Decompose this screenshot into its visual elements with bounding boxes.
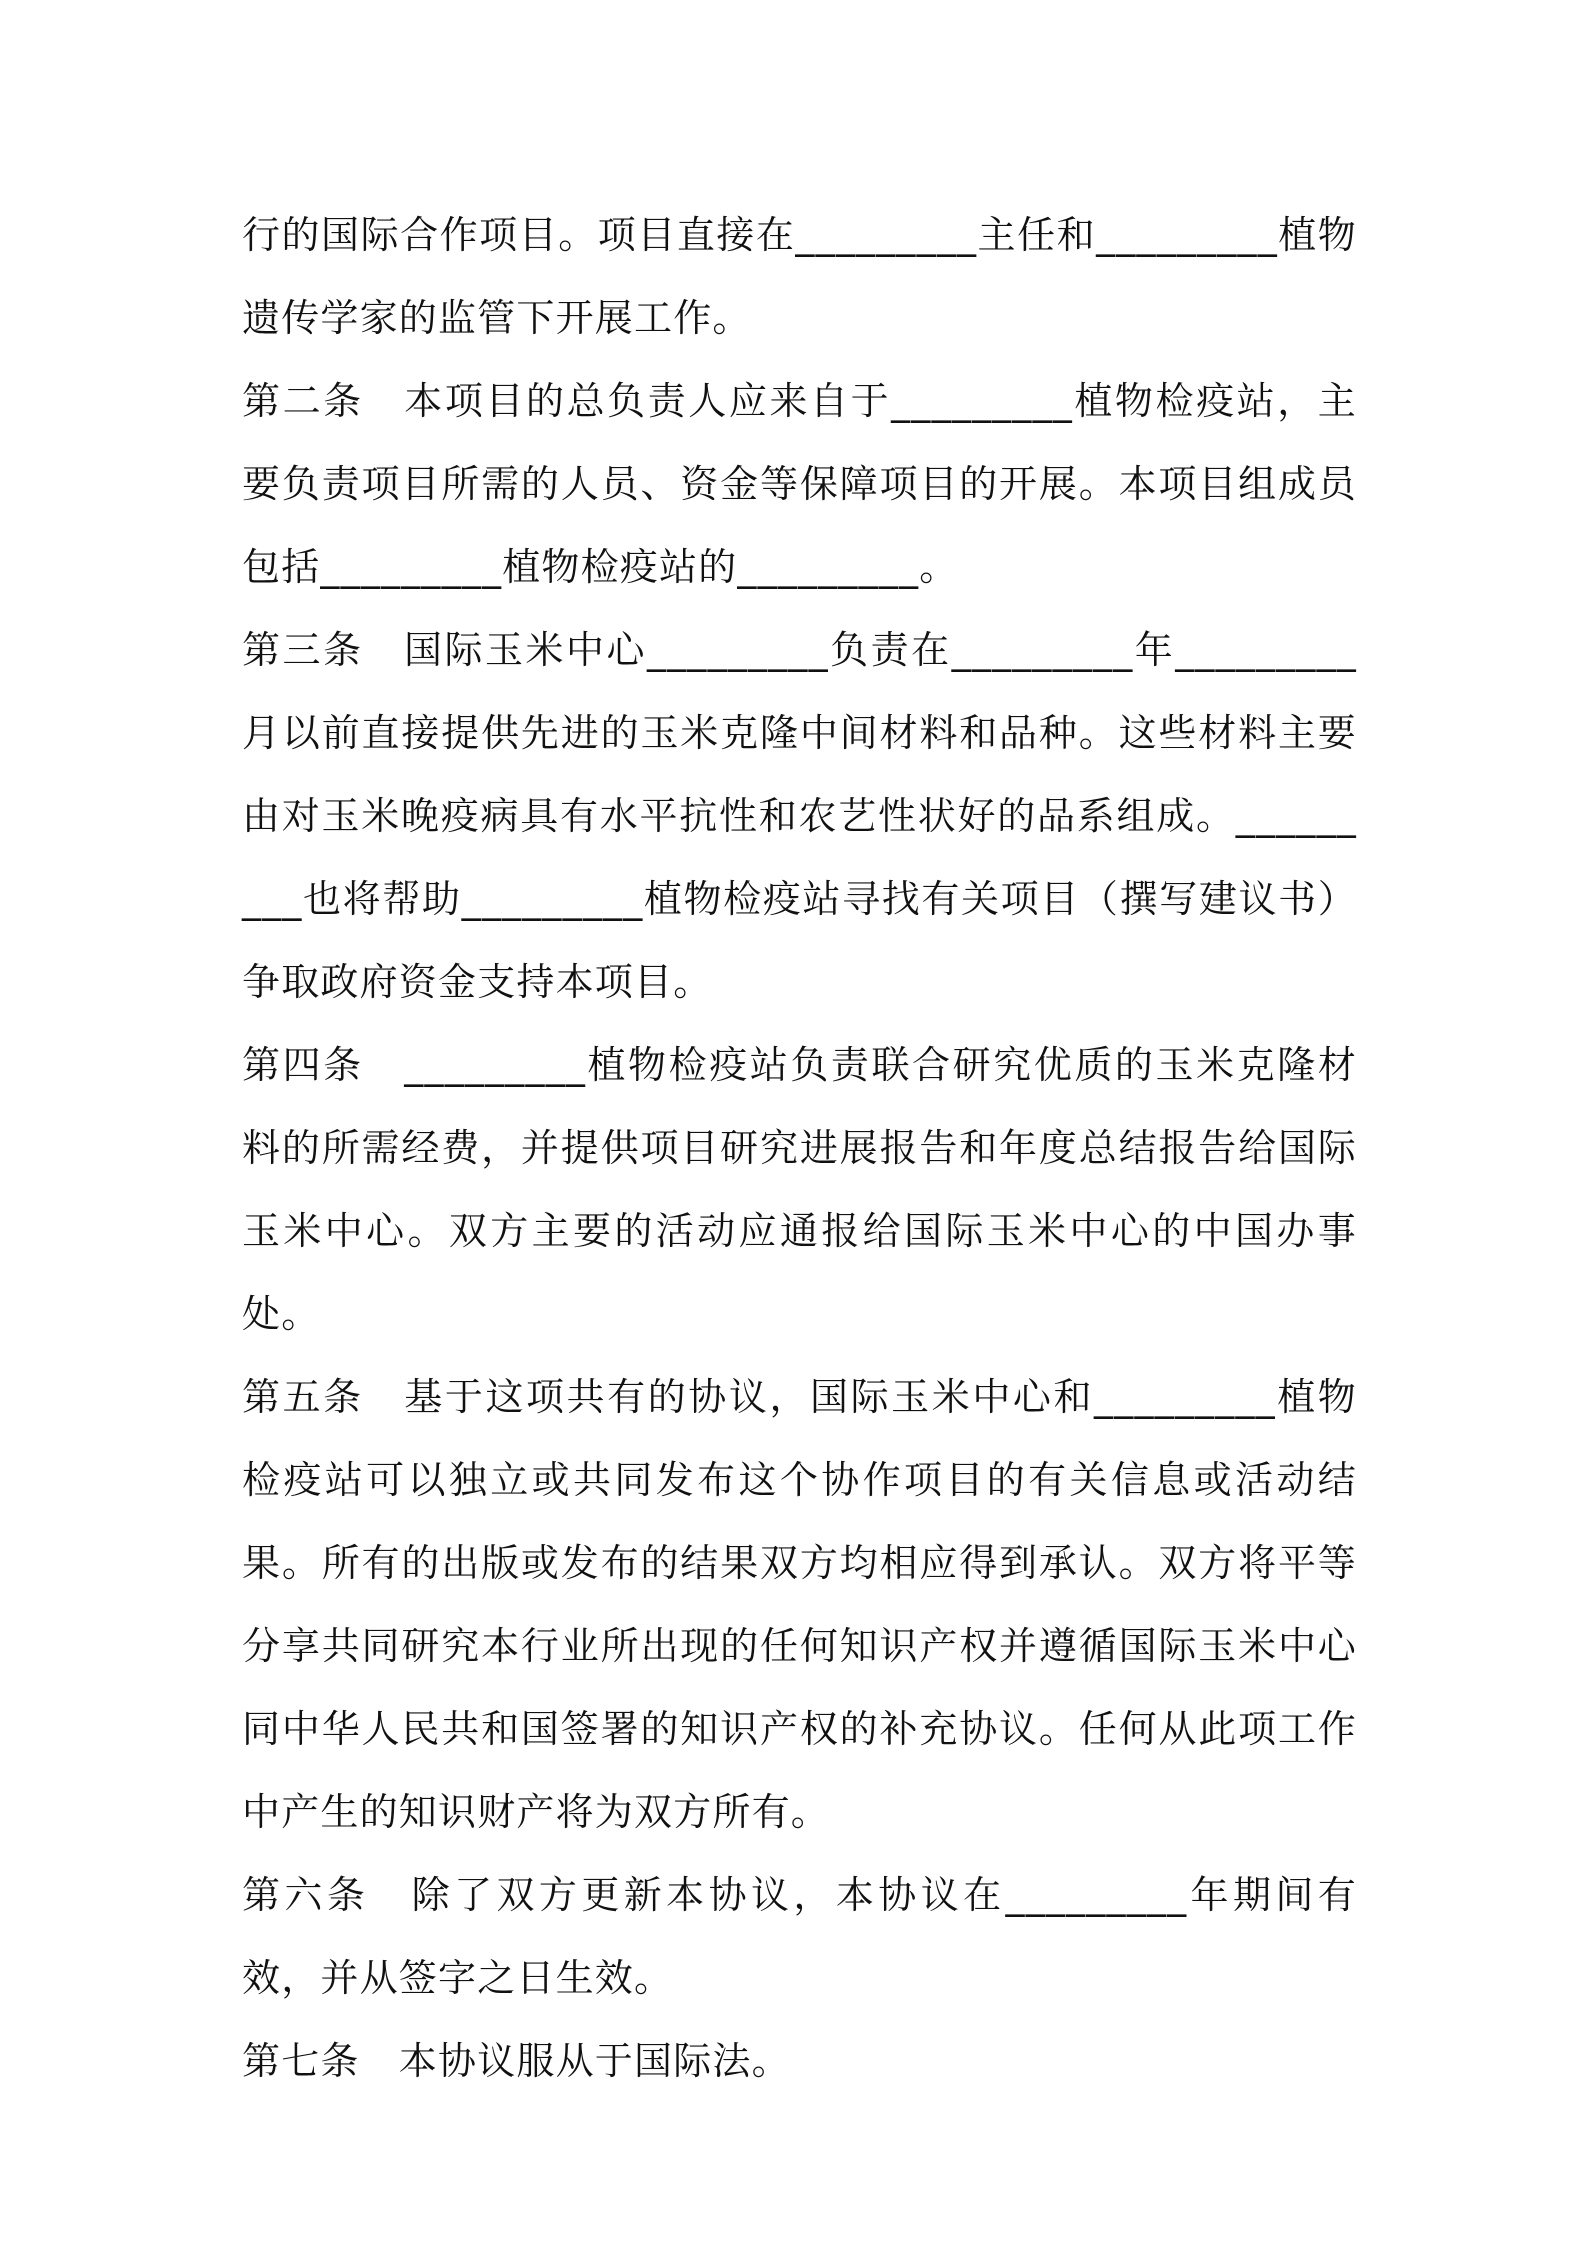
article-6: 第六条 除了双方更新本协议，本协议在_________年期间有效，并从签字之日生效。 — [242, 1873, 1357, 2000]
article-2: 第二条 本项目的总负责人应来自于_________植物检疫站，主要负责项目所需的人员、资金等保障项目的开展。本项目组成员包括_________植物检疫站的_________。 — [242, 379, 1357, 589]
article-5: 第五条 基于这项共有的协议，国际玉米中心和_________植物检疫站可以独立或共同发布这个协作项目的有关信息或活动结果。所有的出版或发布的结果双方均相应得到承认。双方将平等分享共同研究本行业所出现的任何知识产权并遵循国际玉米中心同中华人民共和国签署的知识产权的补充协议。任何从此项工作中产生的知识财产将为双方所有。 — [242, 1375, 1357, 1834]
article-7: 第七条 本协议服从于国际法。 — [242, 2039, 791, 2083]
article-3: 第三条 国际玉米中心_________负责在_________年_________月以前直接提供先进的玉米克隆中间材料和品种。这些材料主要由对玉米晚疫病具有水平抗性和农艺性状好的品系组成。_________也将帮助_________植物检疫站寻找有关项目（撰写建议书）争取政府资金支持本项目。 — [242, 628, 1357, 1004]
document-body — [242, 194, 1357, 2103]
article-4: 第四条 _________植物检疫站负责联合研究优质的玉米克隆材料的所需经费，并提供项目研究进展报告和年度总结报告给国际玉米中心。双方主要的活动应通报给国际玉米中心的中国办事处。 — [242, 1043, 1357, 1336]
paragraph-continuation: 行的国际合作项目。项目直接在_________主任和_________植物遗传学家的监管下开展工作。 — [242, 213, 1357, 340]
